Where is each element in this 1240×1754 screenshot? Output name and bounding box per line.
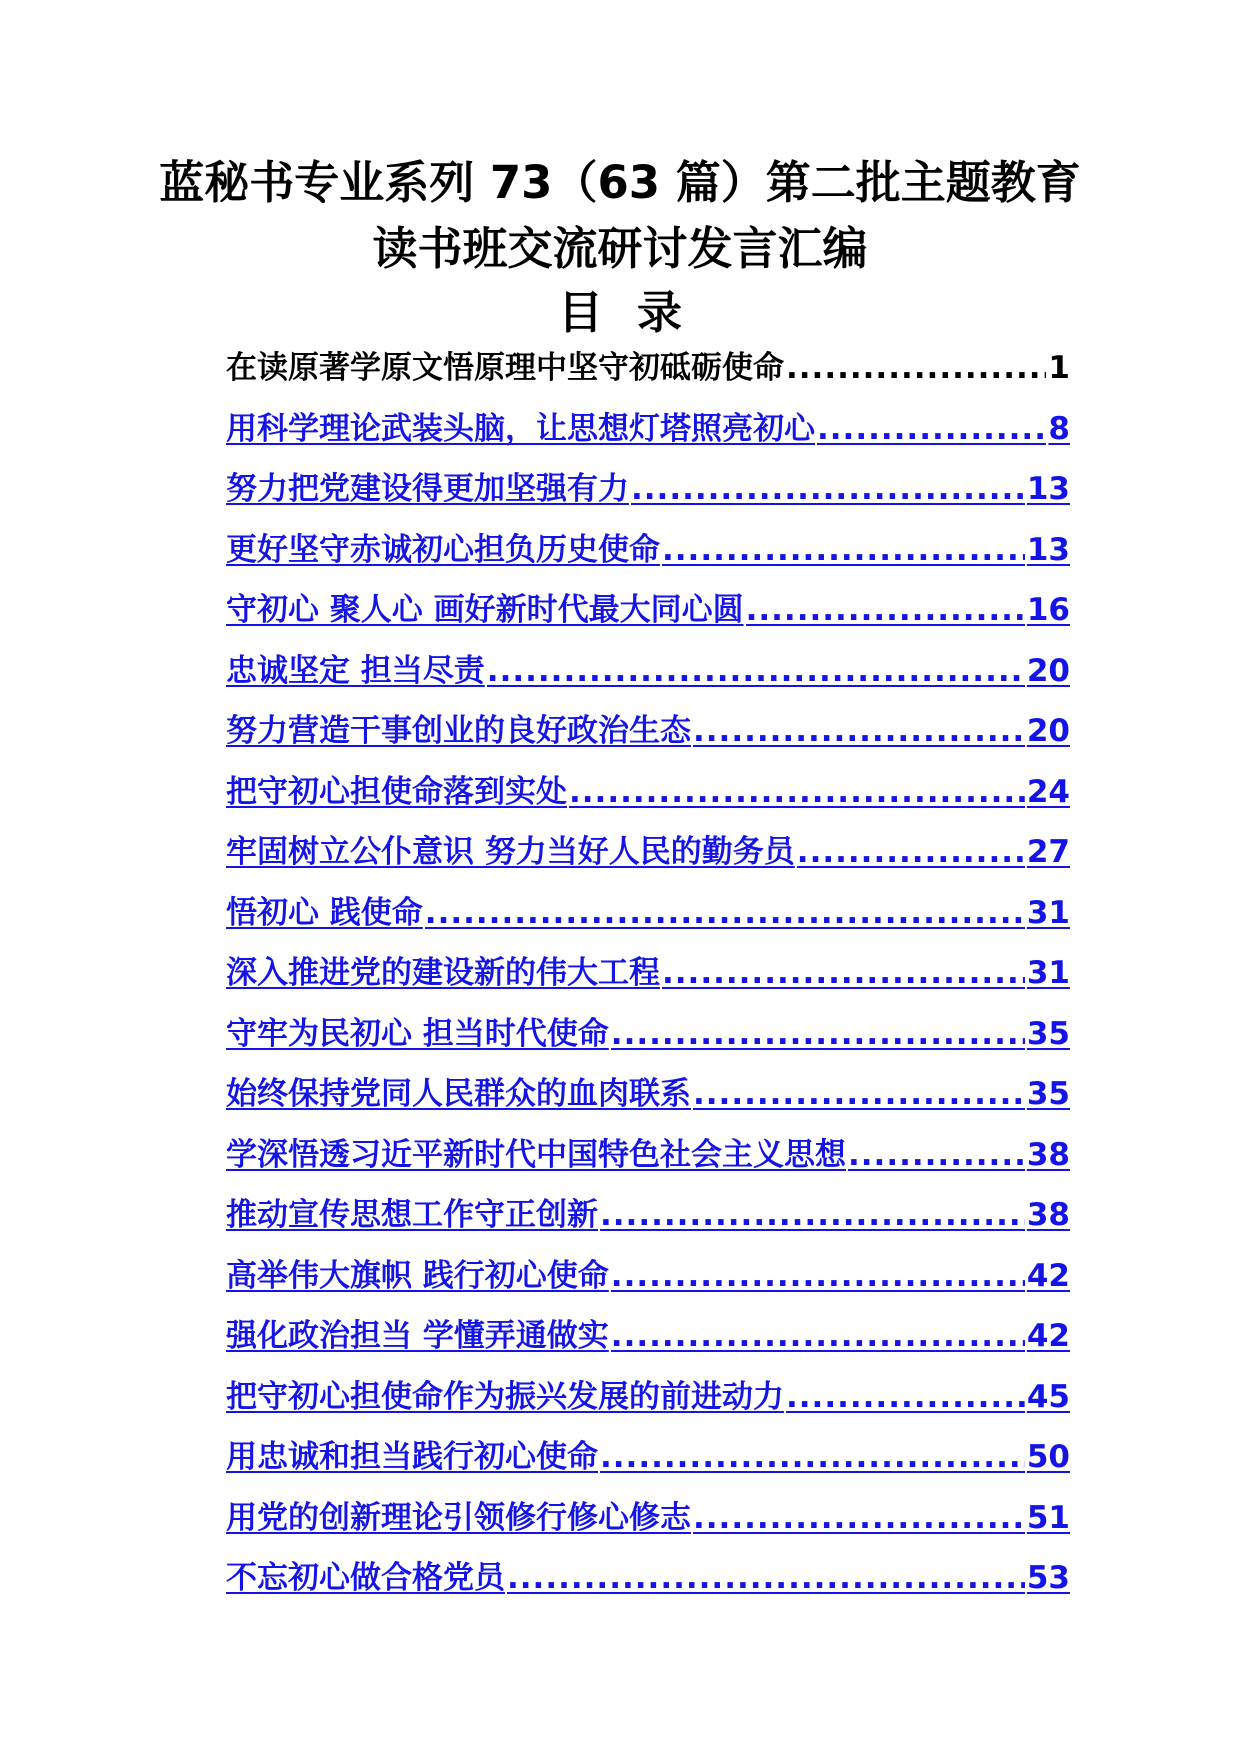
toc-entry-title: 用忠诚和担当践行初心使命 [226, 1439, 598, 1475]
toc-entry-page: 20 [1026, 713, 1070, 749]
toc-entry-page: 35 [1026, 1015, 1070, 1052]
table-of-contents [226, 342, 1070, 1613]
toc-heading: 目录 [557, 286, 716, 339]
toc-leader-dots [487, 653, 1025, 689]
toc-entry-title: 在读原著学原文悟原理中坚守初砥砺使命 [226, 350, 784, 386]
toc-entry-page: 53 [1026, 1560, 1070, 1596]
toc-entry-title: 努力营造干事创业的良好政治生态 [226, 713, 691, 749]
toc-leader-dots [611, 1258, 1025, 1294]
toc-entry[interactable] [226, 1189, 1070, 1250]
toc-entry-page: 38 [1026, 1136, 1070, 1173]
toc-entry[interactable] [226, 1492, 1070, 1553]
toc-leader-dots [786, 350, 1046, 386]
toc-entry[interactable] [226, 887, 1070, 948]
toc-leader-dots [797, 834, 1025, 870]
toc-entry[interactable] [226, 947, 1070, 1008]
toc-entry[interactable] [226, 403, 1070, 464]
toc-leader-dots [507, 1560, 1025, 1596]
toc-entry-title: 高举伟大旗帜 践行初心使命 [226, 1257, 609, 1294]
toc-leader-dots [600, 1197, 1025, 1233]
toc-entry[interactable] [226, 1129, 1070, 1190]
toc-entry-title: 悟初心 践使命 [226, 894, 423, 931]
toc-entry[interactable] [226, 1552, 1070, 1613]
document-title-line1: 蓝秘书专业系列 73（63 篇）第二批主题教育 [159, 156, 1081, 209]
toc-entry-title: 强化政治担当 学懂弄通做实 [226, 1318, 609, 1354]
toc-entry-page: 38 [1026, 1197, 1070, 1233]
toc-entry-page: 35 [1026, 1076, 1070, 1112]
toc-entry-page: 8 [1048, 410, 1070, 447]
toc-entry[interactable] [226, 1068, 1070, 1129]
document-title-line2: 读书班交流研讨发言汇编 [372, 222, 868, 275]
toc-entry-page: 1 [1048, 350, 1070, 386]
toc-entry-page: 13 [1026, 531, 1070, 568]
toc-leader-dots [693, 1076, 1025, 1112]
toc-entry[interactable] [226, 1371, 1070, 1432]
toc-entry[interactable] [226, 1008, 1070, 1069]
toc-entry[interactable] [226, 342, 1070, 403]
toc-entry-page: 42 [1026, 1318, 1070, 1354]
toc-leader-dots [611, 1318, 1025, 1354]
toc-entry-title: 牢固树立公仆意识 努力当好人民的勤务员 [226, 834, 795, 870]
toc-entry-title: 始终保持党同人民群众的血肉联系 [226, 1076, 691, 1112]
toc-leader-dots [425, 895, 1025, 931]
toc-entry-title: 守初心 聚人心 画好新时代最大同心圆 [226, 592, 744, 628]
toc-entry-title: 努力把党建设得更加坚强有力 [226, 471, 629, 507]
toc-leader-dots [662, 955, 1025, 991]
toc-entry-title: 学深悟透习近平新时代中国特色社会主义思想 [226, 1136, 846, 1173]
toc-entry[interactable] [226, 524, 1070, 585]
toc-entry[interactable] [226, 584, 1070, 645]
toc-entry-title: 推动宣传思想工作守正创新 [226, 1197, 598, 1233]
toc-leader-dots [611, 1016, 1025, 1052]
toc-entry-title: 把守初心担使命落到实处 [226, 773, 567, 810]
toc-leader-dots [693, 1500, 1025, 1536]
toc-entry-page: 24 [1026, 773, 1070, 810]
toc-entry-page: 51 [1026, 1499, 1070, 1536]
toc-entry-page: 31 [1026, 955, 1070, 991]
toc-entry-page: 20 [1026, 652, 1070, 689]
toc-entry-page: 31 [1026, 894, 1070, 931]
toc-leader-dots [631, 471, 1025, 507]
toc-entry-title: 深入推进党的建设新的伟大工程 [226, 955, 660, 991]
toc-leader-dots [662, 532, 1025, 568]
toc-entry-page: 45 [1026, 1378, 1070, 1415]
toc-entry-title: 忠诚坚定 担当尽责 [226, 652, 485, 689]
title-block [0, 150, 1240, 344]
toc-leader-dots [848, 1137, 1025, 1173]
toc-entry-page: 50 [1026, 1439, 1070, 1475]
toc-leader-dots [600, 1439, 1025, 1475]
toc-entry[interactable] [226, 705, 1070, 766]
toc-entry[interactable] [226, 766, 1070, 827]
toc-leader-dots [817, 411, 1046, 447]
toc-leader-dots [693, 713, 1025, 749]
toc-leader-dots [746, 592, 1025, 628]
toc-entry-page: 42 [1026, 1257, 1070, 1294]
toc-entry-title: 守牢为民初心 担当时代使命 [226, 1015, 609, 1052]
toc-entry[interactable] [226, 645, 1070, 706]
toc-entry-title: 把守初心担使命作为振兴发展的前进动力 [226, 1378, 784, 1415]
toc-entry[interactable] [226, 1310, 1070, 1371]
toc-entry-page: 27 [1026, 834, 1070, 870]
toc-entry[interactable] [226, 826, 1070, 887]
toc-entry-title: 用党的创新理论引领修行修心修志 [226, 1499, 691, 1536]
toc-leader-dots [786, 1379, 1025, 1415]
toc-entry-title: 不忘初心做合格党员 [226, 1560, 505, 1596]
toc-leader-dots [569, 774, 1025, 810]
toc-entry[interactable] [226, 1431, 1070, 1492]
toc-entry[interactable] [226, 1250, 1070, 1311]
toc-entry-title: 更好坚守赤诚初心担负历史使命 [226, 531, 660, 568]
toc-entry-page: 13 [1026, 471, 1070, 507]
toc-entry[interactable] [226, 463, 1070, 524]
toc-entry-title: 用科学理论武装头脑，让思想灯塔照亮初心 [226, 410, 815, 447]
toc-entry-page: 16 [1026, 592, 1070, 628]
